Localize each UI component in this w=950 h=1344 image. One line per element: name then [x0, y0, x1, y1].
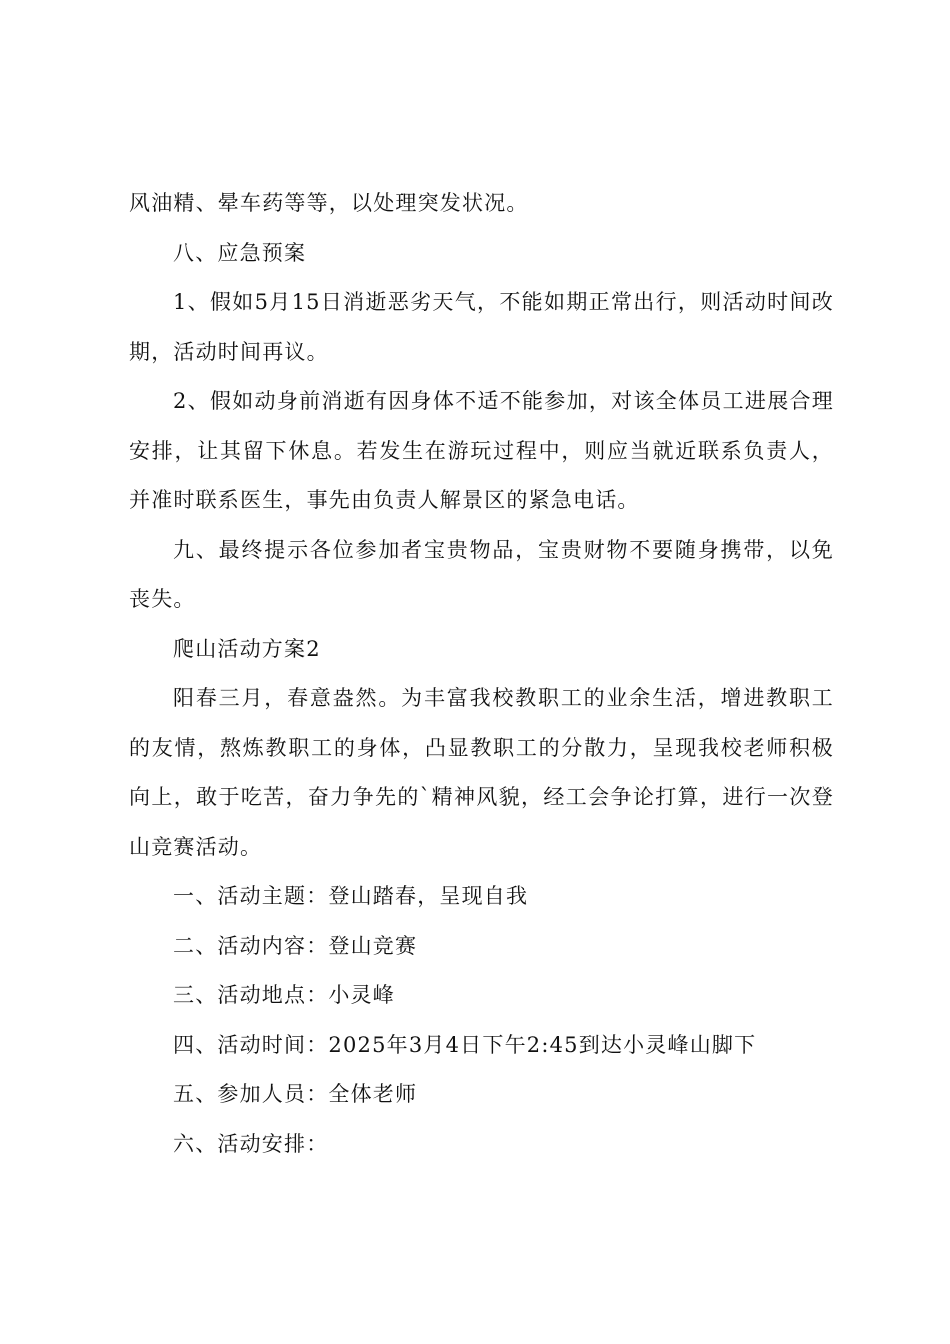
- document-body: [129, 179, 834, 1169]
- paragraph-introduction: 阳春三月，春意盎然。为丰富我校教职工的业余生活，增进教职工的友情，熬炼教职工的身体，凸显教职工的分散力，呈现我校老师积极向上，敢于吃苦，奋力争先的`精神风貌，经工会争论打算，进行一次登山竞赛活动。: [129, 686, 834, 859]
- item-participants: 五、参加人员：全体老师: [173, 1082, 418, 1106]
- item-activity-time: 四、活动时间：2025年3月4日下午2:45到达小灵峰山脚下: [173, 1032, 757, 1057]
- item-activity-location: 三、活动地点：小灵峰: [173, 983, 395, 1007]
- paragraph-weather-plan: 1、假如5月15日消逝恶劣天气，不能如期正常出行，则活动时间改期，活动时间再议。: [129, 290, 834, 364]
- paragraph-final-reminder: 九、最终提示各位参加者宝贵物品，宝贵财物不要随身携带，以免丧失。: [129, 537, 834, 611]
- paragraph-continuation: 风油精、晕车药等等，以处理突发状况。: [129, 191, 529, 215]
- item-activity-arrangement: 六、活动安排：: [173, 1131, 329, 1156]
- section-heading-emergency-plan: 八、应急预案: [173, 240, 307, 265]
- item-activity-theme: 一、活动主题：登山踏春，呈现自我: [173, 884, 529, 908]
- paragraph-health-plan: 2、假如动身前消逝有因身体不适不能参加，对该全体员工进展合理安排，让其留下休息。若发生在游玩过程中，则应当就近联系负责人，并准时联系医生，事先由负责人解景区的紧急电话。: [129, 389, 834, 512]
- item-activity-content: 二、活动内容：登山竞赛: [173, 933, 418, 958]
- section-title-plan-2: 爬山活动方案2: [173, 636, 321, 661]
